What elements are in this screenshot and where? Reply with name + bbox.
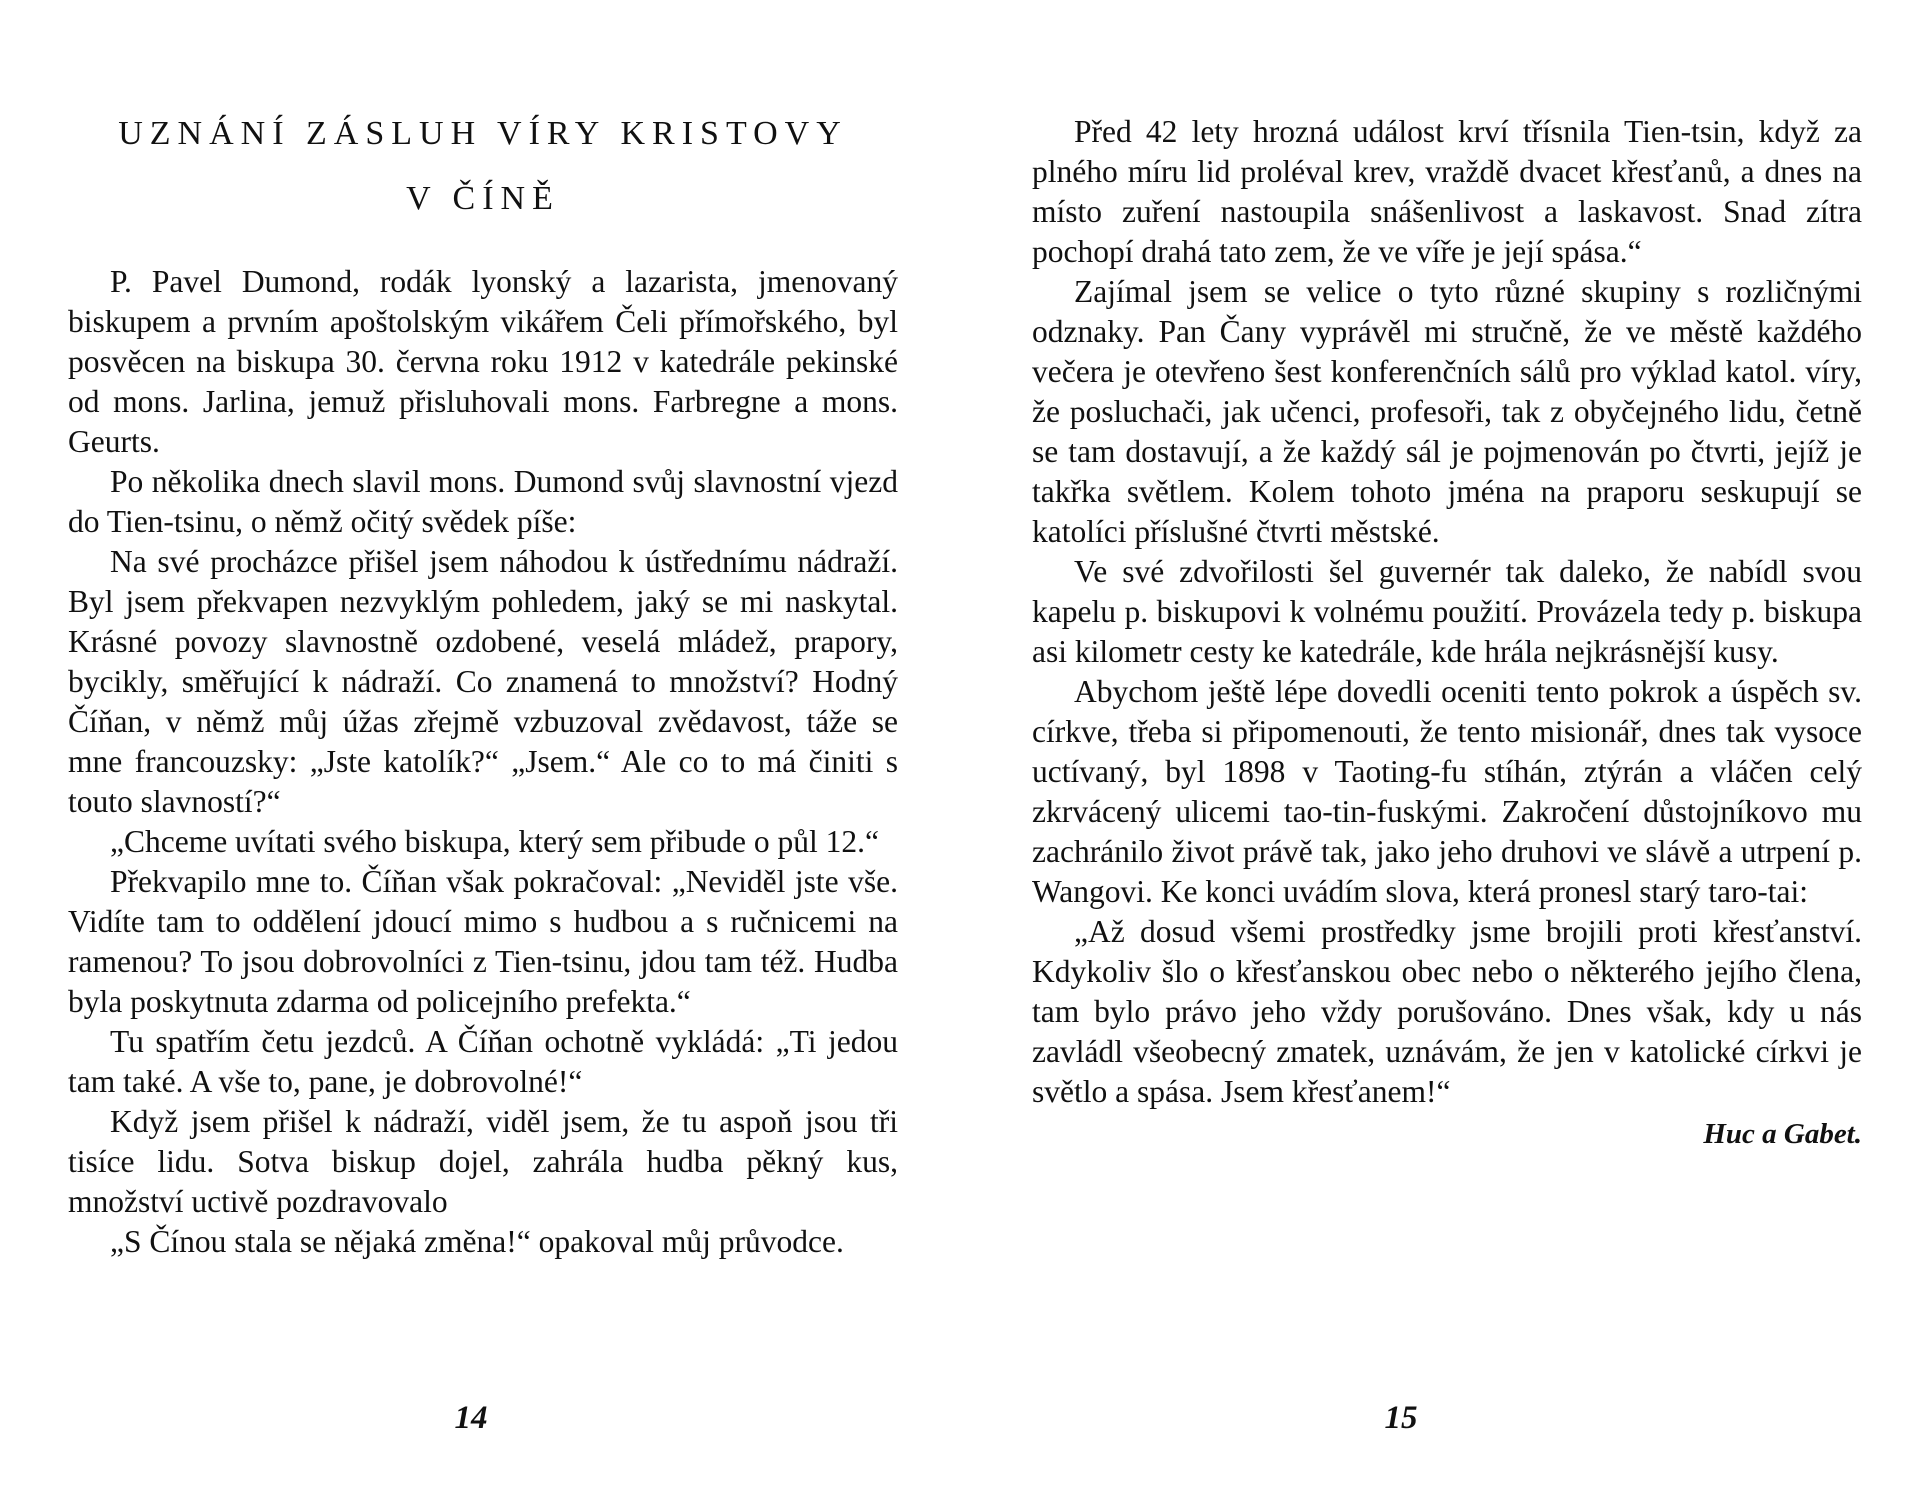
- page-number: 15: [1384, 1400, 1418, 1436]
- paragraph: „S Čínou stala se nějaká změna!“ opakoval můj průvodce.: [110, 1224, 844, 1259]
- paragraph: Po několika dnech slavil mons. Dumond svůj slavnostní vjezd do Tien-tsinu, o němž očitý svědek píše:: [68, 464, 898, 539]
- chapter-title-continued: V ČÍNĚ: [406, 180, 560, 217]
- signature: Huc a Gabet.: [1703, 1118, 1862, 1150]
- paragraph: Abychom ještě lépe dovedli oceniti tento pokrok a úspěch sv. církve, třeba si připomenouti, že tento misionář, dnes tak vysoce uctívaný, byl 1898 v Taoting-fu stíhán, ztýrán a vláčen celý zkrvácený ulicemi tao-tin-fuskými. Zakročení důstojníkovo mu zachránilo život právě tak, jako jeho druhovi ve slávě a utrpení p. Wangovi. Ke konci uvádím slova, která pronesl starý taro-tai:: [1032, 674, 1862, 909]
- page-number: 14: [454, 1400, 488, 1436]
- paragraph: „Chceme uvítati svého biskupa, který sem přibude o půl 12.“: [110, 824, 879, 859]
- paragraph: Ve své zdvořilosti šel guvernér tak daleko, že nabídl svou kapelu p. biskupovi k volnému použití. Provázela tedy p. biskupa asi kilometr cesty ke katedrále, kde hrála nejkrásnější kusy.: [1032, 554, 1862, 669]
- paragraph: Zajímal jsem se velice o tyto různé skupiny s rozličnými odznaky. Pan Čany vyprávěl mi stručně, že ve městě každého večera je otevřeno šest konferenčních sálů pro výklad katol. víry, že posluchači, jak učenci, profesoři, tak z obyčejného lidu, četně se tam dostavují, a že každý sál je pojmenován po čtvrti, jejíž je takřka světlem. Kolem tohoto jména na praporu seskupují se katolíci příslušné čtvrti městské.: [1032, 274, 1862, 549]
- paragraph: Překvapilo mne to. Číňan však pokračoval: „Neviděl jste vše. Vidíte tam to oddělení jdoucí mimo s hudbou a s ručnicemi na ramenou? To jsou dobrovolníci z Tien-tsinu, jdou tam též. Hudba byla poskytnuta zdarma od policejního prefekta.“: [68, 864, 898, 1019]
- chapter-title: UZNÁNÍ ZÁSLUH VÍRY KRISTOVY: [118, 115, 848, 152]
- paragraph: Tu spatřím četu jezdců. A Číňan ochotně vykládá: „Ti jedou tam také. A vše to, pane, je dobrovolné!“: [68, 1024, 898, 1099]
- paragraph: „Až dosud všemi prostředky jsme brojili proti křesťanství. Kdykoliv šlo o křesťanskou obec nebo o některého jejího člena, tam bylo právo jeho vždy porušováno. Dnes však, kdy u nás zavládl všeobecný zmatek, uznávám, že jen v katolické církvi je světlo a spása. Jsem křesťanem!“: [1032, 914, 1862, 1109]
- paragraph: Před 42 lety hrozná událost krví třísnila Tien-tsin, když za plného míru lid proléval krev, vraždě dvacet křesťanů, a dnes na místo zuření nastoupila snášenlivost a laskavost. Snad zítra pochopí drahá tato zem, že ve víře je její spása.“: [1032, 114, 1862, 269]
- right-text-column: [1032, 112, 1862, 1156]
- left-text-column: [68, 262, 898, 1262]
- paragraph: Na své procházce přišel jsem náhodou k ústřednímu nádraží. Byl jsem překvapen nezvyklým pohledem, jaký se mi naskytal. Krásné povozy slavnostně ozdobené, veselá mládež, prapory, bycikly, směřující k nádraží. Co znamená to množství? Hodný Číňan, v němž můj úžas zřejmě vzbuzoval zvědavost, táže se mne francouzsky: „Jste katolík?“ „Jsem.“ Ale co to má činiti s touto slavností?“: [68, 544, 898, 819]
- right-page: [954, 0, 1908, 1500]
- paragraph: Když jsem přišel k nádraží, viděl jsem, že tu aspoň jsou tři tisíce lidu. Sotva biskup dojel, zahrála hudba pěkný kus, množství uctivě pozdravovalo: [68, 1104, 898, 1219]
- paragraph: P. Pavel Dumond, rodák lyonský a lazarista, jmenovaný biskupem a prvním apoštolským vikářem Čeli přímořského, byl posvěcen na biskupa 30. června roku 1912 v katedrále pekinské od mons. Jarlina, jemuž přisluhovali mons. Farbregne a mons. Geurts.: [68, 264, 898, 459]
